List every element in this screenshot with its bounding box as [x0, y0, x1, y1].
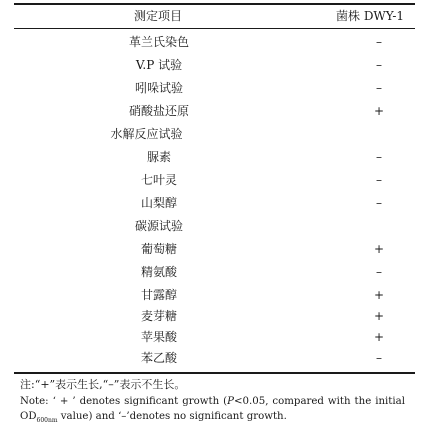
note-en-part3: value) and ‘–’denotes no significant growth.: [57, 411, 287, 422]
table-row: [14, 100, 415, 123]
note-en-p-symbol: P: [227, 396, 234, 407]
header-strain: 菌株 DWY-1: [336, 9, 405, 23]
table-row: [14, 77, 415, 100]
row-group-heading: 碳源试验: [134, 219, 183, 233]
row-result-value: –: [376, 81, 382, 95]
table-row: [14, 146, 415, 169]
row-result-value: –: [376, 35, 382, 49]
table-bottom-rule: [14, 372, 415, 374]
table-note-english: [20, 394, 405, 428]
table-row: [14, 123, 415, 146]
table-top-rule: [14, 3, 415, 5]
row-result-value: +: [373, 330, 385, 344]
row-result-value: –: [376, 196, 382, 210]
table-row: [14, 54, 415, 77]
note-en-subscript: 600nm: [36, 417, 58, 425]
row-item-label: 吲哚试验: [134, 81, 183, 95]
table-row: [14, 215, 415, 238]
table-row: [14, 326, 415, 349]
table-header-rule: [14, 28, 415, 29]
row-result-value: –: [376, 150, 382, 164]
row-result-value: –: [376, 265, 382, 279]
row-item-label: 山梨醇: [140, 196, 177, 210]
table-row: [14, 261, 415, 284]
row-item-label: 脲素: [146, 150, 171, 164]
row-item-label: 七叶灵: [140, 173, 177, 187]
row-item-label: 革兰氏染色: [128, 35, 189, 49]
row-item-label: V.P 试验: [135, 58, 183, 72]
table-row: [14, 284, 415, 307]
table-row: [14, 347, 415, 370]
row-result-value: +: [373, 104, 385, 118]
row-item-label: 硝酸盐还原: [128, 104, 189, 118]
row-result-value: +: [373, 242, 385, 256]
header-test-item: 测定项目: [134, 9, 183, 23]
row-result-value: –: [376, 173, 382, 187]
row-result-value: –: [376, 351, 382, 365]
row-item-label: 精氨酸: [140, 265, 177, 279]
table-note-chinese: 注:“+”表示生长,“–”表示不生长。: [20, 378, 186, 391]
row-result-value: –: [376, 58, 382, 72]
table-row: [14, 192, 415, 215]
row-result-value: +: [373, 288, 385, 302]
table-row: [14, 169, 415, 192]
note-en-part1: Note: ‘ + ’ denotes significant growth (: [20, 396, 228, 407]
table-row: [14, 305, 415, 328]
row-result-value: +: [373, 309, 385, 323]
table-row: [14, 31, 415, 54]
row-item-label: 麦芽糖: [140, 309, 177, 323]
row-item-label: 苹果酸: [140, 330, 177, 344]
row-item-label: 葡萄糖: [140, 242, 177, 256]
note-en-part2: <0.05, compared with the initial OD: [20, 396, 405, 422]
table-row: [14, 238, 415, 261]
row-group-heading: 水解反应试验: [110, 127, 183, 141]
row-item-label: 甘露醇: [140, 288, 177, 302]
row-item-label: 苯乙酸: [140, 351, 177, 365]
